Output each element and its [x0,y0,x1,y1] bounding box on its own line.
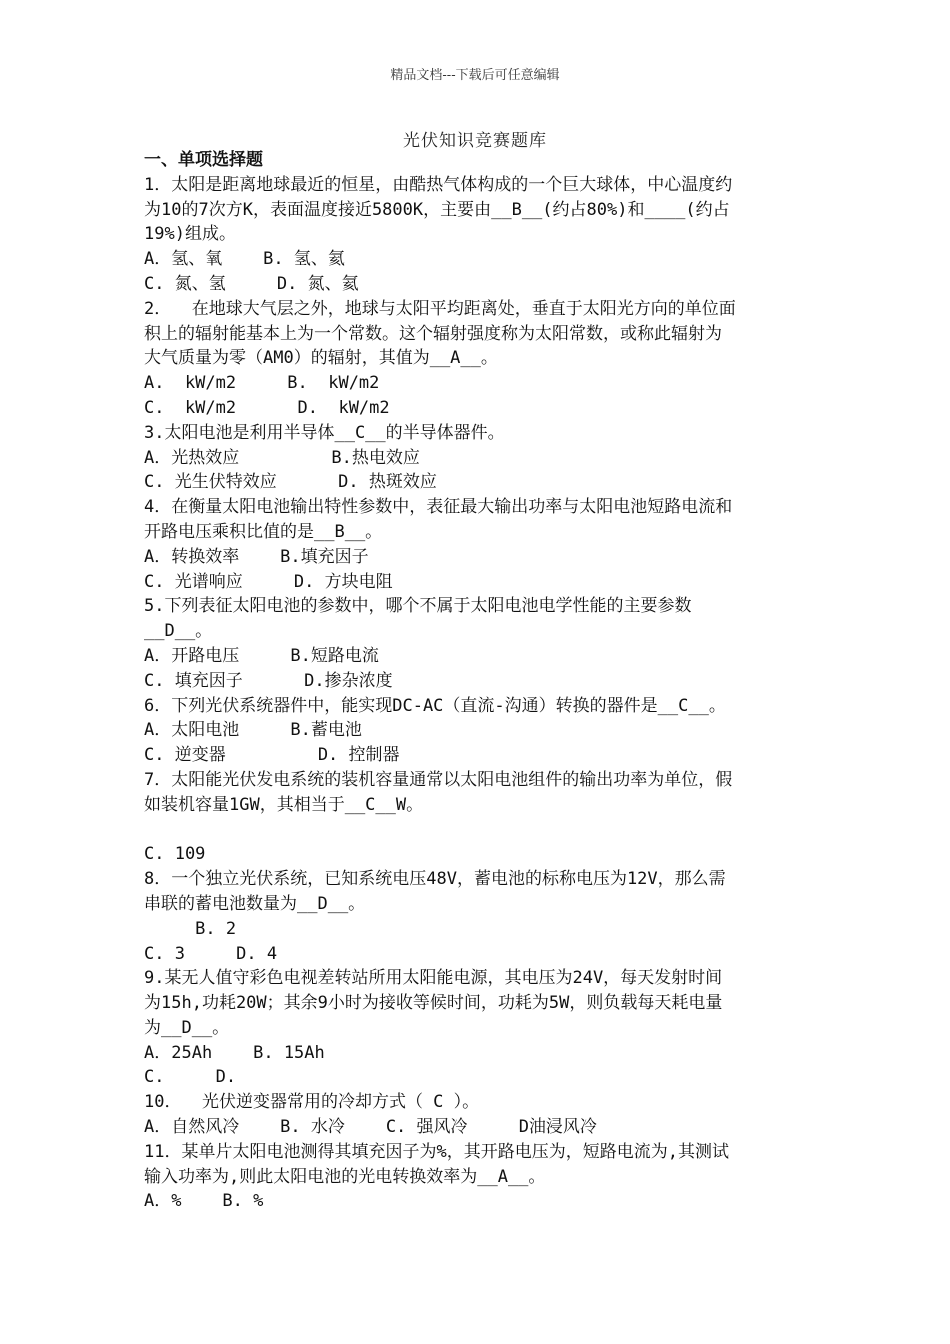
text-line: C. 光谱响应 D. 方块电阻 [144,571,393,592]
text-line: A．自然风冷 B. 水冷 C. 强风冷 D油浸风冷 [144,1117,597,1138]
text-line: 1．太阳是距离地球最近的恒星，由酷热气体构成的一个巨大球体，中心温度约 [144,174,733,195]
text-line: C. kW/m2 D. kW/m2 [144,397,390,418]
text-line: 为__D__。 [144,1017,230,1038]
text-line: 串联的蓄电池数量为__D__。 [144,893,366,914]
text-line: C. 3 D. 4 [144,943,278,964]
document-body [144,148,814,1214]
text-line: C. 填充因子 D.掺杂浓度 [144,670,393,691]
section-heading: 一、单项选择题 [144,150,263,170]
text-line: A．光热效应 B.热电效应 [144,447,420,468]
text-line: 6．下列光伏系统器件中，能实现DC-AC（直流-沟通）转换的器件是__C__。 [144,695,726,716]
text-line: 11．某单片太阳电池测得其填充因子为%，其开路电压为，短路电流为,其测试 [144,1141,729,1162]
text-line: A．开路电压 B.短路电流 [144,645,379,666]
text-line: 10． 光伏逆变器常用的冷却方式（ C ）。 [144,1092,480,1113]
text-line: 9.某无人值守彩色电视差转站所用太阳能电源，其电压为24V，每天发射时间 [144,968,723,989]
text-line: 输入功率为,则此太阳电池的光电转换效率为__A__。 [144,1166,546,1187]
text-line: 为10的7次方K，表面温度接近5800K，主要由__B__(约占80%)和____(约占 [144,199,730,220]
document-title: 光伏知识竞赛题库 [403,131,547,151]
text-line [144,818,814,843]
text-line: 大气质量为零（AM0）的辐射，其值为__A__。 [144,348,498,369]
text-line: 为15h,功耗20W；其余9小时为接收等候时间，功耗为5W，则负载每天耗电量 [144,993,723,1014]
text-line: A. kW/m2 B. kW/m2 [144,373,380,394]
text-line: 8．一个独立光伏系统，已知系统电压48V，蓄电池的标称电压为12V，那么需 [144,869,726,890]
text-line: __D__。 [144,621,213,642]
text-line: 3.太阳电池是利用半导体__C__的半导体器件。 [144,422,505,443]
text-line: A．25Ah B. 15Ah [144,1042,325,1063]
text-line: 如装机容量1GW，其相当于__C__W。 [144,794,424,815]
text-line: A．太阳电池 B.蓄电池 [144,720,362,741]
text-line: 7．太阳能光伏发电系统的装机容量通常以太阳电池组件的输出功率为单位，假 [144,769,733,790]
page-header: 精品文档---下载后可任意编辑 [390,68,560,83]
text-line: C. 109 [144,844,206,865]
text-line: 开路电压乘积比值的是__B__。 [144,521,383,542]
text-line: 19%)组成。 [144,224,236,245]
text-line: C. 逆变器 D. 控制器 [144,745,400,766]
text-line: 4．在衡量太阳电池输出特性参数中，表征最大输出功率与太阳电池短路电流和 [144,497,733,518]
text-line: B. 2 [144,918,237,939]
text-line: 2． 在地球大气层之外，地球与太阳平均距离处，垂直于太阳光方向的单位面 [144,298,736,319]
text-line: C. 光生伏特效应 D. 热斑效应 [144,472,437,493]
text-line: C. 氮、氢 D. 氮、氦 [144,273,359,294]
text-line: 5.下列表征太阳电池的参数中，哪个不属于太阳电池电学性能的主要参数 [144,596,692,617]
text-line: C. D. [144,1067,237,1088]
text-line: A．氢、氧 B. 氢、氦 [144,249,345,270]
text-line: 积上的辐射能基本上为一个常数。这个辐射强度称为太阳常数，或称此辐射为 [144,323,722,344]
text-line: A．% B. % [144,1191,264,1212]
text-line: A．转换效率 B.填充因子 [144,546,369,567]
